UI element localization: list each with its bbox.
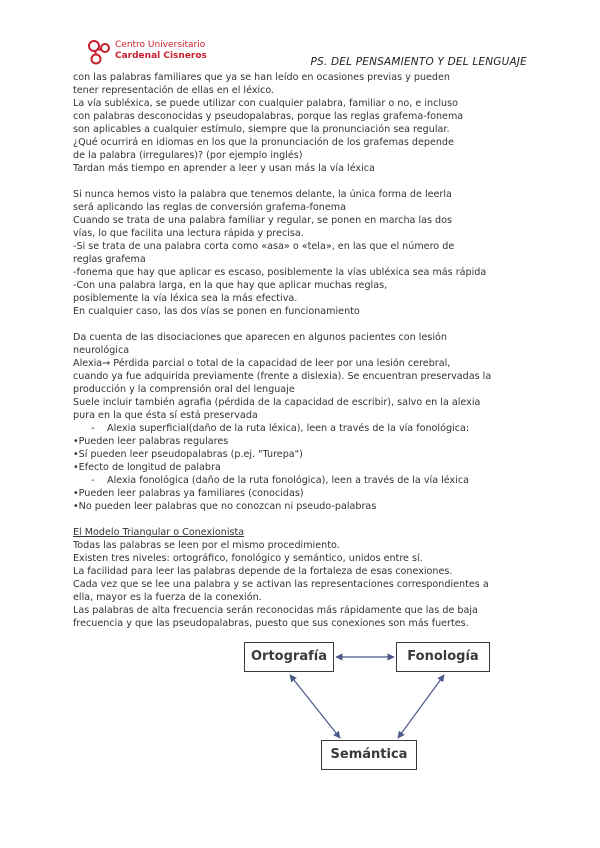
- university-logo-icon: [86, 39, 112, 65]
- logo-line-2: Cardenal Cisneros: [115, 51, 207, 61]
- document-body: [73, 71, 533, 630]
- text-line: pura en la que ésta sí está preservada: [73, 410, 258, 421]
- text-line: tener representación de ellas en el léxico.: [73, 85, 275, 96]
- text-line: •No pueden leer palabras que no conozcan ni pseudo-palabras: [73, 501, 377, 512]
- text-line: frecuencia y que las pseudopalabras, puesto que sus conexiones son más fuertes.: [73, 618, 469, 629]
- text-line: •Pueden leer palabras regulares: [73, 436, 229, 447]
- text-line: son aplicables a cualquier estímulo, siempre que la pronunciación sea regular.: [73, 124, 450, 135]
- text-line: La vía subléxica, se puede utilizar con cualquier palabra, familiar o no, e incluso: [73, 98, 458, 109]
- node-semantica: Semántica: [321, 740, 417, 770]
- text-line: Tardan más tiempo en aprender a leer y usan más la vía léxica: [73, 163, 375, 174]
- text-line: de la palabra (irregulares)? (por ejemplo inglés): [73, 150, 303, 161]
- sub-item: [73, 422, 533, 435]
- text-line: vías, lo que facilita una lectura rápida y precisa.: [73, 228, 304, 239]
- text-line: Si nunca hemos visto la palabra que tenemos delante, la única forma de leerla: [73, 189, 452, 200]
- node-fonologia: Fonología: [396, 642, 490, 672]
- text-line: Las palabras de alta frecuencia serán reconocidas más rápidamente que las de baja: [73, 605, 478, 616]
- logo-line-1: Centro Universitario: [115, 40, 206, 50]
- text-line: En cualquier caso, las dos vías se ponen en funcionamiento: [73, 306, 360, 317]
- arrow-fonologia-semantica: [398, 675, 444, 738]
- sub-item: [73, 474, 533, 487]
- text-line: neurológica: [73, 345, 130, 356]
- text-line: •Pueden leer palabras ya familiares (conocidas): [73, 488, 304, 499]
- text-line: con las palabras familiares que ya se han leído en ocasiones previas y pueden: [73, 72, 450, 83]
- text-line: producción y la comprensión oral del lenguaje: [73, 384, 295, 395]
- text-line: ella, mayor es la fuerza de la conexión.: [73, 592, 262, 603]
- section-heading: El Modelo Triangular o Conexionista: [73, 527, 245, 538]
- text-line: Da cuenta de las disociaciones que aparecen en algunos pacientes con lesión: [73, 332, 447, 343]
- text-line: -fonema que hay que aplicar es escaso, posiblemente la vías ubléxica sea más rápida: [73, 267, 487, 278]
- dash-bullet: -: [91, 423, 95, 434]
- text-line: cuando ya fue adquirida previamente (frente a dislexia). Se encuentran preservadas la: [73, 371, 492, 382]
- document-title: PS. DEL PENSAMIENTO Y DEL LENGUAJE: [310, 56, 527, 68]
- text-line: •Efecto de longitud de palabra: [73, 462, 221, 473]
- sub-item-text: Alexia fonológica (daño de la ruta fonológica), leen a través de la vía léxica: [107, 475, 470, 486]
- dash-bullet: -: [91, 475, 95, 486]
- text-line: -Con una palabra larga, en la que hay que aplicar muchas reglas,: [73, 280, 388, 291]
- text-line: Existen tres niveles: ortográfico, fonológico y semántico, unidos entre sí.: [73, 553, 423, 564]
- text-line: Cuando se trata de una palabra familiar y regular, se ponen en marcha las dos: [73, 215, 453, 226]
- text-line: Cada vez que se lee una palabra y se activan las representaciones correspondientes a: [73, 579, 489, 590]
- text-line: -Si se trata de una palabra corta como «asa» o «tela», en las que el número de: [73, 241, 455, 252]
- text-line: con palabras desconocidas y pseudopalabras, porque las reglas grafema-fonema: [73, 111, 464, 122]
- text-line: posiblemente la vía léxica sea la más efectiva.: [73, 293, 298, 304]
- sub-item-text: Alexia superficial(daño de la ruta léxica), leen a través de la vía fonológica:: [107, 423, 470, 434]
- node-ortografia: Ortografía: [244, 642, 334, 672]
- logo-text: [115, 40, 207, 62]
- text-line: Alexia→ Pérdida parcial o total de la capacidad de leer por una lesión cerebral,: [73, 358, 451, 369]
- text-line: será aplicando las reglas de conversión grafema-fonema: [73, 202, 347, 213]
- arrow-ortografia-semantica: [290, 675, 340, 738]
- page-header: [0, 0, 600, 78]
- text-line: ¿Qué ocurrirá en idiomas en los que la pronunciación de los grafemas depende: [73, 137, 454, 148]
- text-line: Todas las palabras se leen por el mismo procedimiento.: [73, 540, 340, 551]
- text-line: •Sí pueden leer pseudopalabras (p.ej. "Turepa"): [73, 449, 303, 460]
- text-line: La facilidad para leer las palabras depende de la fortaleza de esas conexiones.: [73, 566, 453, 577]
- triangular-model-diagram: [232, 640, 532, 775]
- text-line: reglas grafema: [73, 254, 146, 265]
- text-line: Suele incluir también agrafia (pérdida de la capacidad de escribir), salvo en la alexia: [73, 397, 481, 408]
